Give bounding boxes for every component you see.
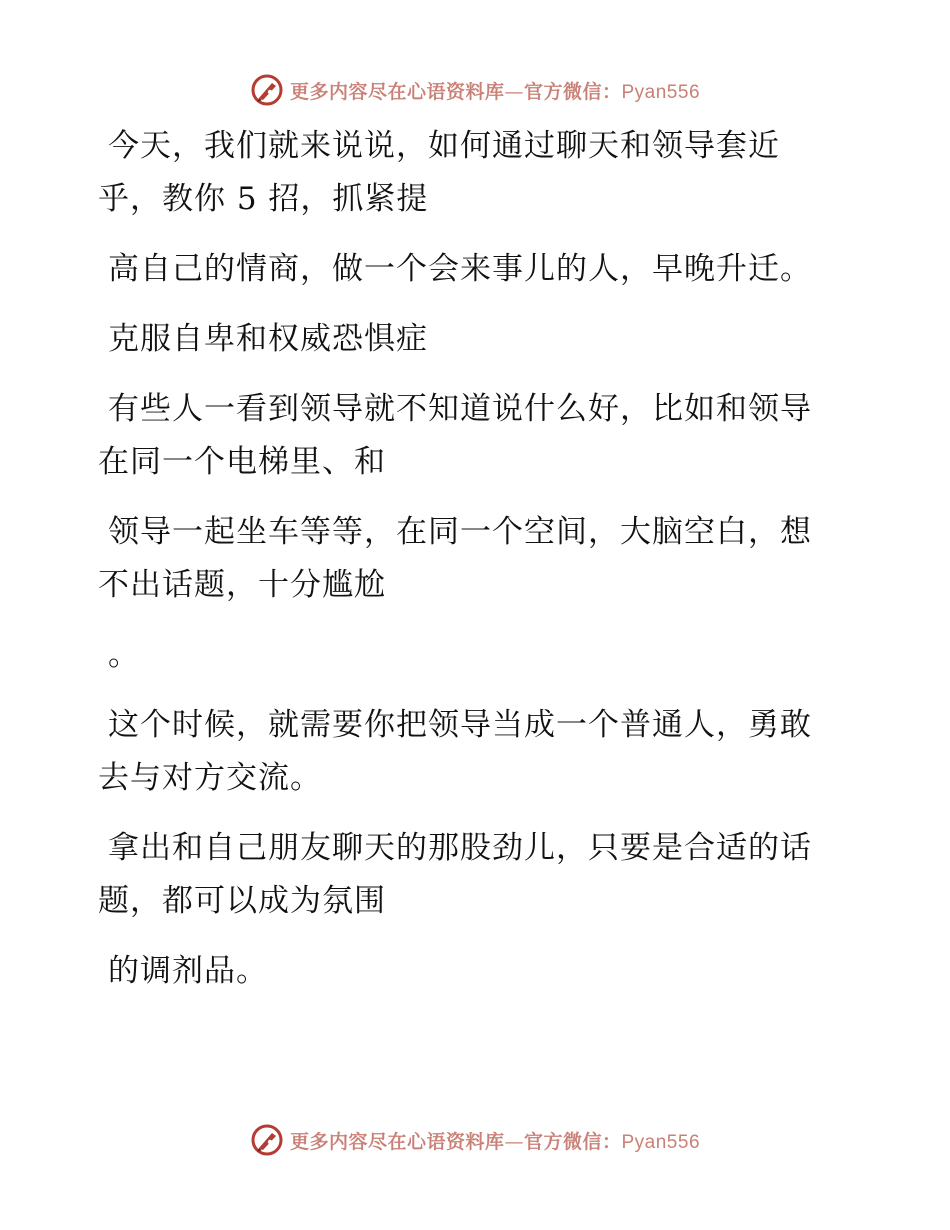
section-heading: 克服自卑和权威恐惧症 xyxy=(108,321,428,357)
header-watermark xyxy=(0,70,950,110)
footer-watermark xyxy=(0,1120,950,1160)
paragraph-1: 今天，我们就来说说，如何通过聊天和领导套近乎，教你 5 招，抓紧提 xyxy=(98,128,780,217)
pen-logo-icon xyxy=(250,73,284,107)
watermark-label: 官方微信： xyxy=(523,1130,622,1153)
paragraph-5: 。 xyxy=(108,637,140,673)
watermark-label: 官方微信： xyxy=(523,80,622,103)
paragraph-8: 的调剂品。 xyxy=(108,953,268,989)
watermark-text xyxy=(290,1127,700,1154)
watermark-main: 更多内容尽在心语资料库 xyxy=(289,80,505,103)
paragraph-6: 这个时候，就需要你把领导当成一个普通人，勇敢去与对方交流。 xyxy=(98,707,812,796)
watermark-main: 更多内容尽在心语资料库 xyxy=(289,1130,505,1153)
paragraph-4: 领导一起坐车等等，在同一个空间，大脑空白，想不出话题，十分尴尬 xyxy=(98,514,812,603)
watermark-text xyxy=(290,77,700,104)
watermark-separator: — xyxy=(504,80,524,103)
watermark-id: Pyan556 xyxy=(621,81,701,103)
watermark-separator: — xyxy=(504,1130,524,1153)
paragraph-2: 高自己的情商，做一个会来事儿的人，早晚升迁。 xyxy=(108,251,812,287)
paragraph-7: 拿出和自己朋友聊天的那股劲儿，只要是合适的话题，都可以成为氛围 xyxy=(98,830,812,919)
pen-logo-icon xyxy=(250,1123,284,1157)
document-body xyxy=(98,120,838,1015)
paragraph-3: 有些人一看到领导就不知道说什么好，比如和领导在同一个电梯里、和 xyxy=(98,391,812,480)
watermark-id: Pyan556 xyxy=(621,1131,701,1153)
